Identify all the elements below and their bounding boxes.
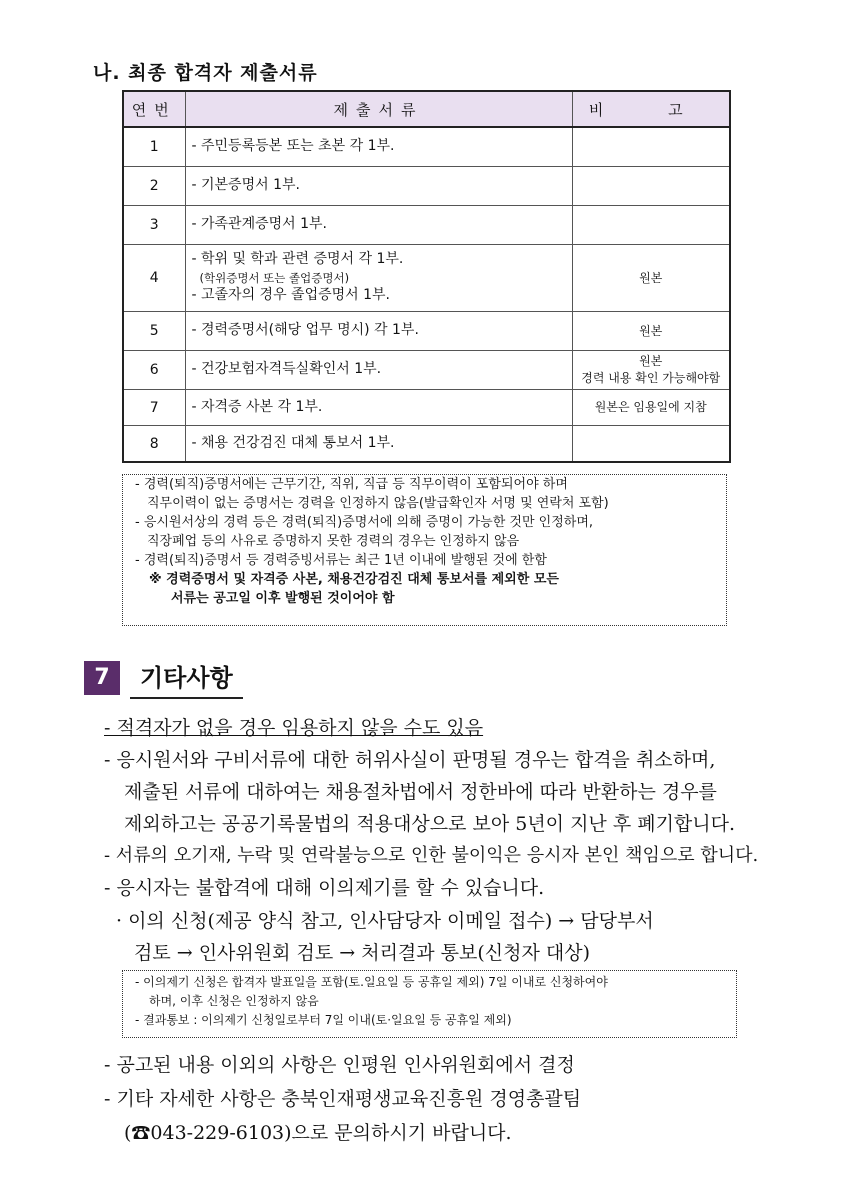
document-line: - 학위 및 학과 관련 증명서 각 1부. xyxy=(191,251,404,268)
notice-line: 하며, 이후 신청은 인정하지 않음 xyxy=(149,994,319,1008)
body-line: 제외하고는 공공기록물법의 적용대상으로 보아 5년이 지난 후 폐기합니다. xyxy=(124,813,736,835)
row-number: 3 xyxy=(123,206,185,245)
notice-emphasis-line: ※ 경력증명서 및 자격증 사본, 채용건강검진 대체 통보서를 제외한 모든 xyxy=(149,572,559,587)
notice-line: - 응시원서상의 경력 등은 경력(퇴직)증명서에 의해 증명이 가능한 것만 인정하며, xyxy=(135,515,594,530)
table-row xyxy=(123,245,730,312)
notice-line: - 경력(퇴직)증명서에는 근무기간, 직위, 직급 등 직무이력이 포함되어야 하며 xyxy=(135,477,568,492)
notice-line: 직장폐업 등의 사유로 증명하지 못한 경력의 경우는 인정하지 않음 xyxy=(147,534,520,549)
header-number: 연번 xyxy=(123,91,185,127)
table-row xyxy=(123,167,730,206)
row-note xyxy=(572,351,730,390)
row-note: 원본 xyxy=(572,245,730,312)
row-number: 2 xyxy=(123,167,185,206)
row-number: 4 xyxy=(123,245,185,312)
table-row xyxy=(123,351,730,390)
table-row xyxy=(123,206,730,245)
table-row xyxy=(123,312,730,351)
note-line: 경력 내용 확인 가능해야함 xyxy=(581,371,721,385)
row-note xyxy=(572,206,730,245)
header-documents: 제출서류 xyxy=(185,91,572,127)
table-row xyxy=(123,426,730,463)
notice-box-objection xyxy=(122,970,737,1038)
body-line: 검토 → 인사위원회 검토 → 처리결과 통보(신청자 대상) xyxy=(134,942,591,964)
section-number-badge: 7 xyxy=(84,661,120,695)
section-heading: 나. 최종 합격자 제출서류 xyxy=(93,62,318,84)
documents-table xyxy=(122,90,731,463)
row-number: 1 xyxy=(123,127,185,167)
notice-emphasis-line: 서류는 공고일 이후 발행된 것이어야 함 xyxy=(171,591,395,606)
note-line: 원본 xyxy=(639,354,663,369)
row-document: - 채용 건강검진 대체 통보서 1부. xyxy=(185,426,572,463)
body-line: - 응시자는 불합격에 대해 이의제기를 할 수 있습니다. xyxy=(104,877,545,899)
section-title: 기타사항 xyxy=(130,658,243,699)
row-document: - 자격증 사본 각 1부. xyxy=(185,390,572,426)
notice-line: - 결과통보 : 이의제기 신청일로부터 7일 이내(토·일요일 등 공휴일 제외) xyxy=(135,1013,512,1027)
row-document: - 건강보험자격득실확인서 1부. xyxy=(185,351,572,390)
document-subnote: (학위증명서 또는 졸업증명서) xyxy=(199,270,350,285)
body-line: 제출된 서류에 대하여는 채용절차법에서 정한바에 따라 반환하는 경우를 xyxy=(124,781,717,803)
body-line: - 공고된 내용 이외의 사항은 인평원 인사위원회에서 결정 xyxy=(104,1054,575,1076)
row-note xyxy=(572,167,730,206)
notice-line: 직무이력이 없는 증명서는 경력을 인정하지 않음(발급확인자 서명 및 연락처 포함) xyxy=(147,496,609,511)
row-number: 8 xyxy=(123,426,185,463)
row-note xyxy=(572,426,730,463)
row-note: 원본 xyxy=(572,312,730,351)
row-document xyxy=(185,245,572,312)
body-line: - 적격자가 없을 경우 임용하지 않을 수도 있음 xyxy=(104,717,484,739)
table-header-row xyxy=(123,91,730,127)
row-document: - 주민등록등본 또는 초본 각 1부. xyxy=(185,127,572,167)
document-line: - 고졸자의 경우 졸업증명서 1부. xyxy=(191,287,390,304)
table-row xyxy=(123,127,730,167)
contact-line: (☎043-229-6103)으로 문의하시기 바랍니다. xyxy=(124,1122,512,1144)
row-number: 6 xyxy=(123,351,185,390)
row-note xyxy=(572,127,730,167)
row-document: - 기본증명서 1부. xyxy=(185,167,572,206)
body-line: · 이의 신청(제공 양식 참고, 인사담당자 이메일 접수) → 담당부서 xyxy=(116,910,654,932)
notice-line: - 경력(퇴직)증명서 등 경력증빙서류는 최근 1년 이내에 발행된 것에 한함 xyxy=(135,553,547,568)
body-line: - 기타 자세한 사항은 충북인재평생교육진흥원 경영총괄팀 xyxy=(104,1088,582,1110)
row-note: 원본은 임용일에 지참 xyxy=(572,390,730,426)
table-row xyxy=(123,390,730,426)
notice-line: - 이의제기 신청은 합격자 발표일을 포함(토.일요일 등 공휴일 제외) 7일 이내로 신청하여야 xyxy=(135,975,608,989)
row-document: - 가족관계증명서 1부. xyxy=(185,206,572,245)
header-note: 비 고 xyxy=(572,91,730,127)
row-document: - 경력증명서(해당 업무 명시) 각 1부. xyxy=(185,312,572,351)
row-number: 7 xyxy=(123,390,185,426)
notice-box-documents xyxy=(122,474,727,626)
body-line: - 응시원서와 구비서류에 대한 허위사실이 판명될 경우는 합격을 취소하며, xyxy=(104,749,716,771)
body-line: - 서류의 오기재, 누락 및 연락불능으로 인한 불이익은 응시자 본인 책임으로 합니다. xyxy=(104,845,759,866)
row-number: 5 xyxy=(123,312,185,351)
